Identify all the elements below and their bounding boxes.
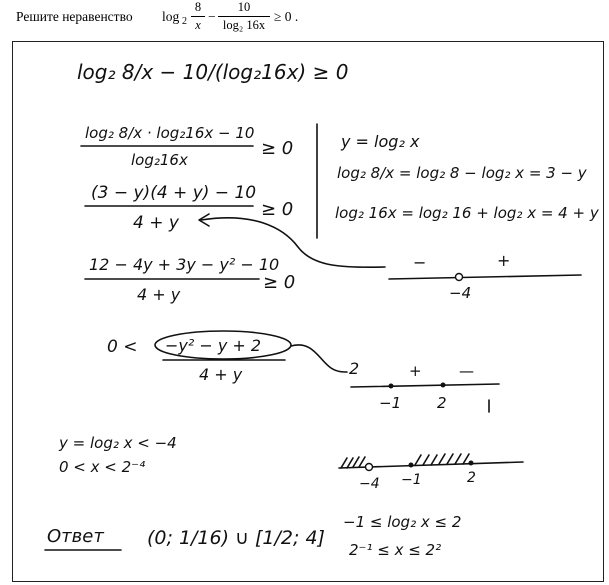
step5-prefix: 0 < <box>107 337 138 357</box>
axis2-minus: — <box>459 362 474 380</box>
solution-line-1: log₂ 8/x − 10/(log₂16x) ≥ 0 <box>77 60 349 84</box>
axis3-label-3: 2 <box>467 470 476 486</box>
axis3-point-2 <box>469 461 474 466</box>
problem-statement <box>6 0 606 40</box>
step4-denominator: 4 + y <box>137 285 181 304</box>
step3-denominator: 4 + y <box>133 213 179 233</box>
axis2-point-1-label: −1 <box>379 394 402 412</box>
step3-geq: ≥ 0 <box>261 199 294 220</box>
fraction-10-over-log <box>218 0 270 33</box>
substitution-1: y = log₂ x <box>341 132 420 151</box>
axis3-label-2: −1 <box>401 472 422 488</box>
case-log-interval: −1 ≤ log₂ x ≤ 2 <box>343 513 462 531</box>
arrow-to-axis-2 <box>291 345 347 372</box>
step5-numerator: −y² − y + 2 <box>165 336 262 355</box>
axis2-point-2 <box>441 383 446 388</box>
axis2-point-1 <box>389 384 394 389</box>
step4-geq: ≥ 0 <box>263 272 296 293</box>
substitution-3: log₂ 16x = log₂ 16 + log₂ x = 4 + y <box>335 204 599 222</box>
axis1-minus: − <box>413 253 427 272</box>
step4-numerator: 12 − 4y + 3y − y² − 10 <box>89 255 280 274</box>
step2-denominator: log₂16x <box>131 151 188 169</box>
substitution-2: log₂ 8/x = log₂ 8 − log₂ x = 3 − y <box>337 164 587 182</box>
axis3-label-1: −4 <box>359 476 380 492</box>
minus-sign: − <box>208 9 216 24</box>
case-y-less-minus-4: y = log₂ x < −4 <box>59 434 177 452</box>
step2-numerator: log₂ 8/x · log₂16x − 10 <box>85 124 255 142</box>
log-word: log <box>162 9 180 24</box>
case-x-interval-2: 2⁻¹ ≤ x ≤ 2² <box>349 541 442 559</box>
number-line-2 <box>351 384 499 387</box>
axis2-plus: + <box>409 362 422 380</box>
axis3-point-minus-1 <box>409 463 414 468</box>
axis2-two: 2 <box>349 359 360 378</box>
number-line-1 <box>389 275 581 279</box>
fraction-bar <box>191 16 205 17</box>
handwritten-solution <box>12 41 604 582</box>
axis3-hatching-left <box>341 457 365 468</box>
axis3-open-point <box>366 464 373 471</box>
fraction-8-over-x <box>191 0 205 33</box>
fraction-denominator: x <box>195 18 201 32</box>
fraction-bar <box>218 16 270 17</box>
inequality-relation: ≥ 0 . <box>274 9 299 24</box>
axis2-point-2-label: 2 <box>437 394 447 412</box>
log-base: 2 <box>182 16 187 27</box>
fraction-numerator: 8 <box>194 0 202 14</box>
solution-drawing <box>13 42 605 583</box>
fraction-denominator: log₂ 16x <box>222 18 266 32</box>
problem-label: Решите неравенство <box>16 9 133 24</box>
step2-geq: ≥ 0 <box>261 138 294 159</box>
step3-numerator: (3 − y)(4 + y) − 10 <box>91 183 257 203</box>
axis1-point-label: −4 <box>449 284 472 302</box>
axis1-plus: + <box>497 251 511 270</box>
fraction-numerator: 10 <box>237 0 251 14</box>
answer-value: (0; 1/16) ∪ [1/2; 4] <box>147 527 325 549</box>
step5-denominator: 4 + y <box>199 365 243 384</box>
case-x-interval-1: 0 < x < 2⁻⁴ <box>59 458 146 476</box>
axis1-open-point <box>456 274 463 281</box>
answer-word: Ответ <box>47 526 104 547</box>
